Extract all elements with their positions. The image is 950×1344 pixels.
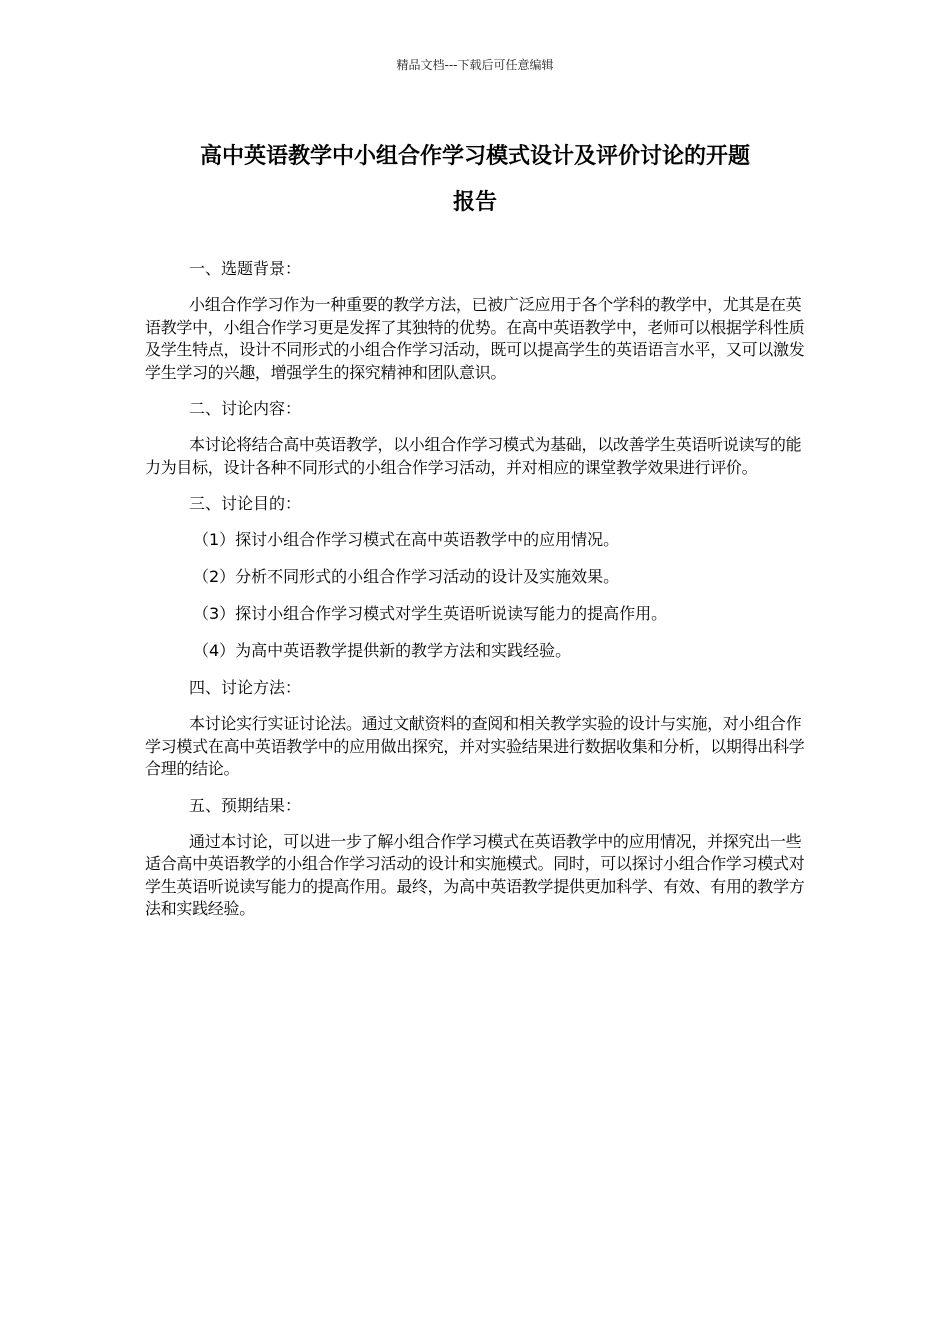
document-title — [145, 134, 805, 226]
title-line-2: 报告 — [452, 190, 497, 215]
section-method — [145, 677, 805, 781]
section-heading: 五、预期结果： — [189, 795, 302, 815]
section-paragraph: 本讨论实行实证讨论法。通过文献资料的查阅和相关教学实验的设计与实施，对小组合作学习模式在高中英语教学中的应用做出探究，并对实验结果进行数据收集和分析，以期得出科学合理的结论。 — [145, 714, 805, 778]
section-heading: 二、讨论内容： — [189, 399, 302, 418]
section-paragraph: 本讨论将结合高中英语教学，以小组合作学习模式为基础，以改善学生英语听说读写的能力为目标，设计各种不同形式的小组合作学习活动，并对相应的课堂教学效果进行评价。 — [145, 435, 802, 477]
section-background — [145, 258, 805, 384]
section-content — [145, 398, 805, 479]
document-body — [145, 258, 805, 935]
section-expected-results — [145, 795, 805, 921]
section-heading: 一、选题背景： — [189, 259, 302, 278]
list-item: （2）分析不同形式的小组合作学习活动的设计及实施效果。 — [193, 567, 620, 586]
section-heading: 三、讨论目的： — [189, 494, 302, 513]
title-line-1: 高中英语教学中小组合作学习模式设计及评价讨论的开题 — [199, 144, 750, 169]
section-heading: 四、讨论方法： — [189, 678, 302, 697]
section-purpose — [145, 493, 805, 662]
list-item: （3）探讨小组合作学习模式对学生英语听说读写能力的提高作用。 — [193, 604, 668, 623]
section-paragraph: 通过本讨论，可以进一步了解小组合作学习模式在英语教学中的应用情况，并探究出一些适合高中英语教学的小组合作学习活动的设计和实施模式。同时，可以探讨小组合作学习模式对学生英语听说读写能力的提高作用。最终，为高中英语教学提供更加科学、有效、有用的教学方法和实践经验。 — [145, 831, 805, 918]
list-item: （1）探讨小组合作学习模式在高中英语教学中的应用情况。 — [193, 530, 620, 549]
section-paragraph: 小组合作学习作为一种重要的教学方法，已被广泛应用于各个学科的教学中，尤其是在英语教学中，小组合作学习更是发挥了其独特的优势。在高中英语教学中，老师可以根据学科性质及学生特点，设计不同形式的小组合作学习活动，既可以提高学生的英语语言水平，又可以激发学生学习的兴趣，增强学生的探究精神和团队意识。 — [145, 295, 805, 382]
header-note: 精品文档---下载后可任意编辑 — [396, 58, 554, 72]
list-item: （4）为高中英语教学提供新的教学方法和实践经验。 — [193, 641, 572, 660]
